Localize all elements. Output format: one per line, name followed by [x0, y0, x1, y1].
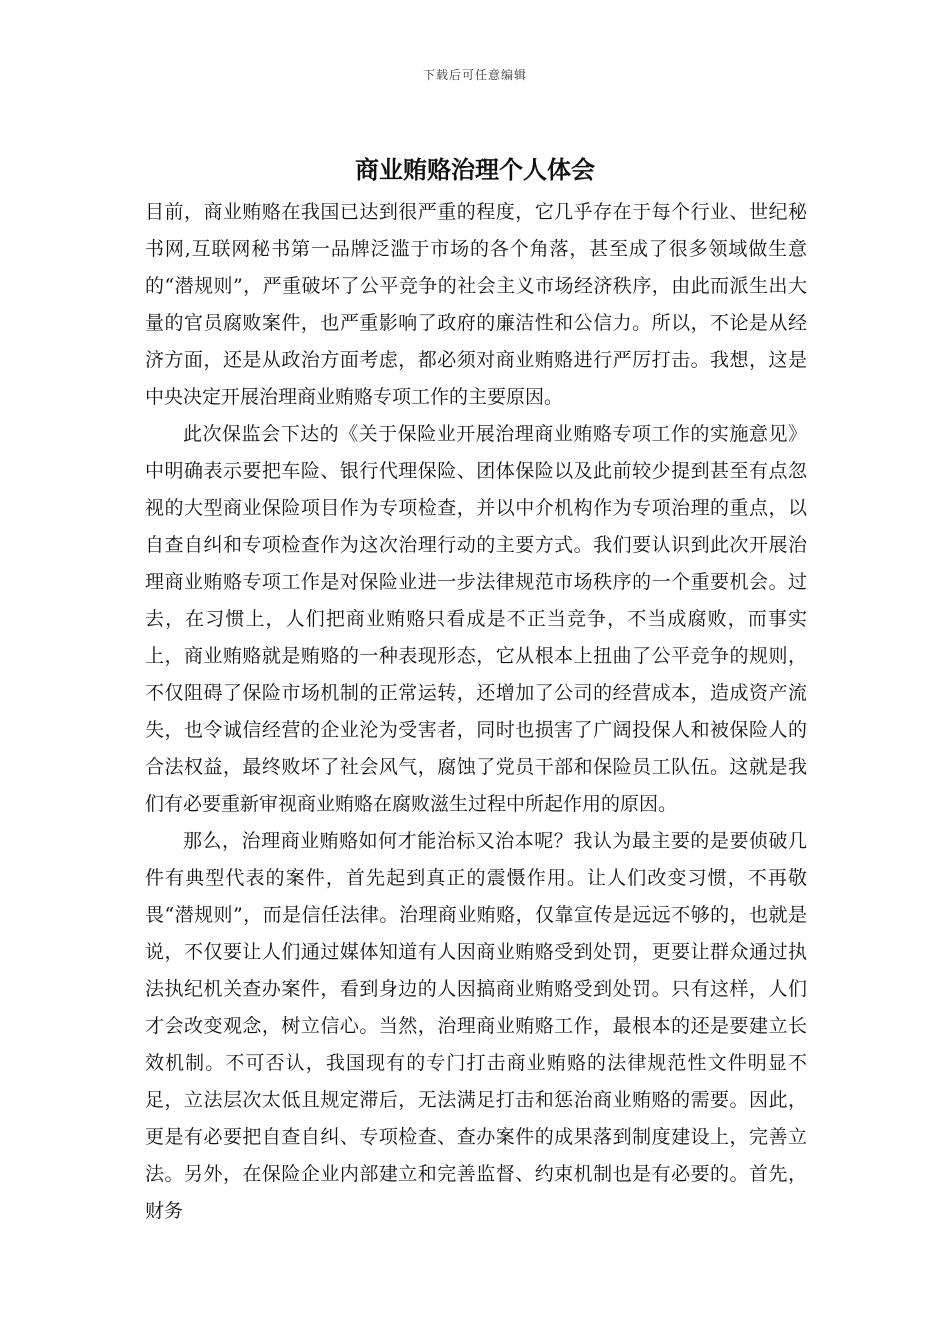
- paragraph-1: 目前，商业贿赂在我国已达到很严重的程度，它几乎存在于每个行业、世纪秘书网,互联网秘书第一品牌泛滥于市场的各个角落，甚至成了很多领域做生意的“潜规则”，严重破坏了公平竞争的社会主义市场经济秩序，由此而派生出大量的官员腐败案件，也严重影响了政府的廉洁性和公信力。所以，不论是从经济方面，还是从政治方面考虑，都必须对商业贿赂进行严厉打击。我想，这是中央决定开展治理商业贿赂专项工作的主要原因。: [145, 201, 807, 408]
- document-title: 商业贿赂治理个人体会: [355, 156, 595, 184]
- header-note: 下载后可任意编辑: [422, 68, 527, 82]
- document-body: [145, 194, 807, 1230]
- paragraph-3: 那么，治理商业贿赂如何才能治标又治本呢？我认为最主要的是要侦破几件有典型代表的案件，首先起到真正的震慑作用。让人们改变习惯，不再敬畏“潜规则”，而是信任法律。治理商业贿赂，仅靠宣传是远远不够的，也就是说，不仅要让人们通过媒体知道有人因商业贿赂受到处罚，更要让群众通过执法执纪机关查办案件，看到身边的人因搞商业贿赂受到处罚。只有这样，人们才会改变观念，树立信心。当然，治理商业贿赂工作，最根本的还是要建立长效机制。不可否认，我国现有的专门打击商业贿赂的法律规范性文件明显不足，立法层次太低且规定滞后，无法满足打击和惩治商业贿赂的需要。因此，更是有必要把自查自纠、专项检查、查办案件的成果落到制度建设上，完善立法。另外，在保险企业内部建立和完善监督、约束机制也是有必要的。首先，财务: [145, 830, 807, 1222]
- paragraph-2: 此次保监会下达的《关于保险业开展治理商业贿赂专项工作的实施意见》中明确表示要把车险、银行代理保险、团体保险以及此前较少提到甚至有点忽视的大型商业保险项目作为专项检查，并以中介机构作为专项治理的重点，以自查自纠和专项检查作为这次治理行动的主要方式。我们要认识到此次开展治理商业贿赂专项工作是对保险业进一步法律规范市场秩序的一个重要机会。过去，在习惯上，人们把商业贿赂只看成是不正当竞争，不当成腐败，而事实上，商业贿赂就是贿赂的一种表现形态，它从根本上扭曲了公平竞争的规则，不仅阻碍了保险市场机制的正常运转，还增加了公司的经营成本，造成资产流失，也令诚信经营的企业沦为受害者，同时也损害了广阔投保人和被保险人的合法权益，最终败坏了社会风气，腐蚀了党员干部和保险员工队伍。这就是我们有必要重新审视商业贿赂在腐败滋生过程中所起作用的原因。: [145, 423, 807, 815]
